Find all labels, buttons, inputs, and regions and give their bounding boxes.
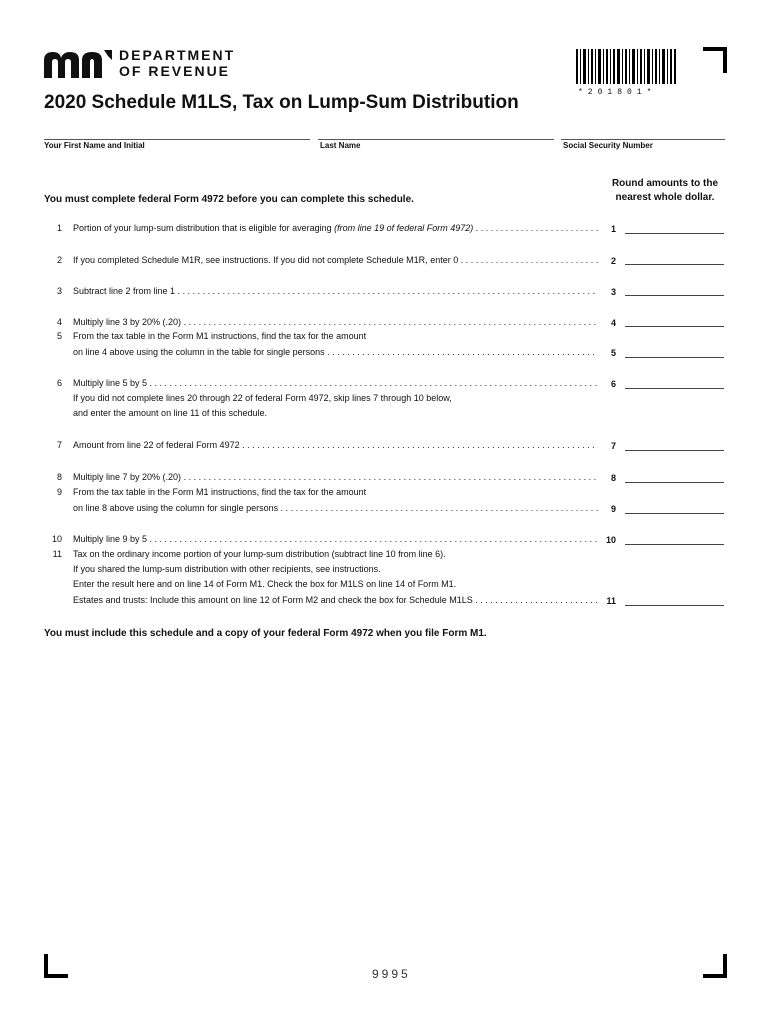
line-3-text: Subtract line 2 from line 1 bbox=[73, 286, 176, 296]
line-6-continued-1: If you did not complete lines 20 through 22 of federal Form 4972, skip lines 7 through 10 below, bbox=[73, 393, 452, 403]
line-text bbox=[73, 472, 598, 482]
line-box-number: 5 bbox=[610, 348, 616, 358]
line-text bbox=[73, 223, 598, 233]
line-text bbox=[73, 347, 598, 357]
last-name-field[interactable] bbox=[318, 139, 554, 140]
line-text bbox=[73, 595, 598, 605]
line-number: 11 bbox=[52, 549, 62, 559]
department-name-line2: OF REVENUE bbox=[119, 63, 231, 79]
line-text bbox=[73, 317, 598, 327]
line-8-amount-input[interactable] bbox=[625, 470, 724, 483]
line-9-continued: on line 8 above using the column for single persons bbox=[73, 503, 279, 513]
corner-mark-bottom-right bbox=[703, 954, 727, 978]
line-number: 8 bbox=[56, 472, 62, 482]
form-code: 9995 bbox=[372, 967, 411, 981]
line-box-number: 8 bbox=[610, 473, 616, 483]
line-box-number: 11 bbox=[606, 596, 616, 606]
line-text bbox=[73, 534, 598, 544]
line-7-amount-input[interactable] bbox=[625, 438, 724, 451]
line-text bbox=[73, 440, 598, 450]
page-title: 2020 Schedule M1LS, Tax on Lump-Sum Distribution bbox=[44, 92, 519, 113]
filing-instruction: You must include this schedule and a copy of your federal Form 4972 when you file Form M1. bbox=[44, 628, 487, 639]
line-11-continued-2: Enter the result here and on line 14 of Form M1. Check the box for M1LS on line 14 of Form M1. bbox=[73, 579, 457, 589]
line-number: 1 bbox=[56, 223, 62, 233]
line-10-text: Multiply line 9 by 5 bbox=[73, 534, 148, 544]
instruction-note: You must complete federal Form 4972 before you can complete this schedule. bbox=[44, 194, 414, 205]
line-box-number: 6 bbox=[610, 379, 616, 389]
line-2-amount-input[interactable] bbox=[625, 252, 724, 265]
line-6-continued-2: and enter the amount on line 11 of this schedule. bbox=[73, 408, 267, 418]
line-number: 9 bbox=[56, 487, 62, 497]
line-number: 10 bbox=[51, 534, 62, 544]
line-number: 3 bbox=[56, 286, 62, 296]
barcode-number: *201801* bbox=[578, 88, 657, 97]
line-box-number: 1 bbox=[610, 224, 616, 234]
line-10-amount-input[interactable] bbox=[625, 532, 724, 545]
minnesota-logo-icon bbox=[44, 50, 112, 78]
line-4-amount-input[interactable] bbox=[625, 314, 724, 327]
line-text bbox=[73, 286, 598, 296]
line-2-text: If you completed Schedule M1R, see instructions. If you did not complete Schedule M1R, enter 0 bbox=[73, 255, 459, 265]
department-name-line1: DEPARTMENT bbox=[119, 47, 236, 63]
line-box-number: 7 bbox=[610, 441, 616, 451]
first-name-label: Your First Name and Initial bbox=[44, 141, 145, 150]
rounding-note-line1: Round amounts to the bbox=[611, 178, 719, 189]
ssn-label: Social Security Number bbox=[563, 141, 653, 150]
line-3-amount-input[interactable] bbox=[625, 283, 724, 296]
corner-mark-bottom-left bbox=[44, 954, 68, 978]
line-11-continued-1: If you shared the lump-sum distribution with other recipients, see instructions. bbox=[73, 564, 381, 574]
line-1-source: (from line 19 of federal Form 4972) bbox=[334, 223, 474, 233]
line-5-text: From the tax table in the Form M1 instructions, find the tax for the amount bbox=[73, 331, 367, 341]
rounding-note-line2: nearest whole dollar. bbox=[615, 192, 715, 203]
line-number: 6 bbox=[56, 378, 62, 388]
line-box-number: 4 bbox=[610, 318, 616, 328]
line-text bbox=[73, 503, 598, 513]
line-box-number: 2 bbox=[610, 256, 616, 266]
corner-mark-top-right bbox=[703, 47, 727, 73]
department-logo bbox=[44, 47, 244, 81]
line-9-amount-input[interactable] bbox=[625, 501, 724, 514]
line-6-text: Multiply line 5 by 5 bbox=[73, 378, 148, 388]
ssn-field[interactable] bbox=[561, 139, 725, 140]
line-box-number: 10 bbox=[605, 535, 616, 545]
line-5-amount-input[interactable] bbox=[625, 345, 724, 358]
line-box-number: 3 bbox=[610, 287, 616, 297]
line-7-text: Amount from line 22 of federal Form 4972 bbox=[73, 440, 240, 450]
line-text bbox=[73, 255, 598, 265]
line-number: 7 bbox=[56, 440, 62, 450]
line-box-number: 9 bbox=[610, 504, 616, 514]
line-1-text: Portion of your lump-sum distribution that is eligible for averaging bbox=[73, 223, 332, 233]
line-1-amount-input[interactable] bbox=[625, 221, 724, 234]
line-text bbox=[73, 378, 598, 388]
barcode bbox=[576, 49, 676, 84]
line-number: 2 bbox=[56, 255, 62, 265]
rounding-note bbox=[600, 177, 730, 205]
line-11-text: Tax on the ordinary income portion of your lump-sum distribution (subtract line 10 from line 6). bbox=[73, 549, 446, 559]
line-5-continued: on line 4 above using the column in the table for single persons bbox=[73, 347, 325, 357]
line-6-amount-input[interactable] bbox=[625, 376, 724, 389]
line-number: 5 bbox=[56, 331, 62, 341]
line-9-text: From the tax table in the Form M1 instructions, find the tax for the amount bbox=[73, 487, 367, 497]
line-8-text: Multiply line 7 by 20% (.20) bbox=[73, 472, 182, 482]
line-number: 4 bbox=[56, 317, 62, 327]
last-name-label: Last Name bbox=[320, 141, 361, 150]
line-4-text: Multiply line 3 by 20% (.20) bbox=[73, 317, 182, 327]
line-11-amount-input[interactable] bbox=[625, 593, 724, 606]
first-name-field[interactable] bbox=[44, 139, 310, 140]
line-11-continued-3: Estates and trusts: Include this amount on line 12 of Form M2 and check the box for Schedule M1LS bbox=[73, 595, 473, 605]
